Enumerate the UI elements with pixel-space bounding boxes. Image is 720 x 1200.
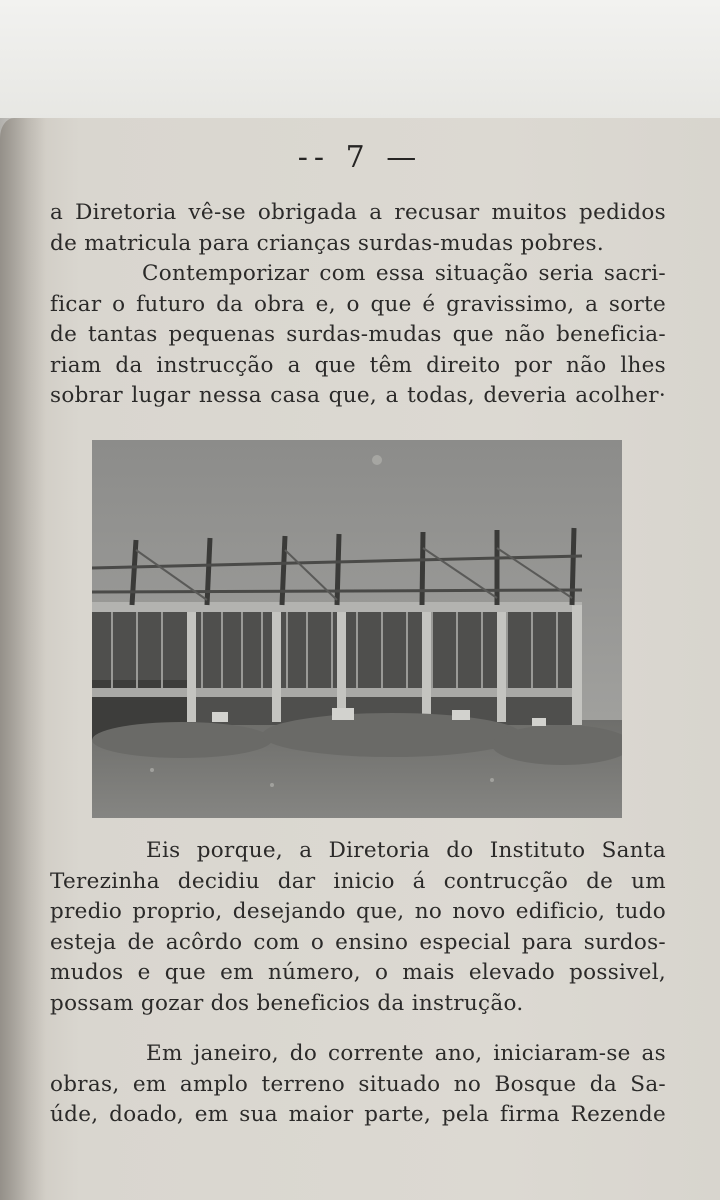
text-line: a Diretoria vê-se obrigada a recusar muitos pedidos <box>50 200 666 225</box>
text-line: possam gozar dos beneficios da instrução. <box>50 990 524 1016</box>
text-line: mudos e que em número, o mais elevado possivel, <box>50 960 666 985</box>
text-line: predio proprio, desejando que, no novo edificio, tudo <box>50 899 666 924</box>
construction-illustration <box>92 440 622 818</box>
text-line: úde, doado, em sua maior parte, pela firma Rezende <box>50 1102 666 1127</box>
text-line: Terezinha decidiu dar inicio á contrucção de um <box>50 868 666 894</box>
text-line: ficar o futuro da obra e, o que é gravissimo, a sorte <box>50 291 666 317</box>
text-line: Contemporizar com essa situação seria sacri- <box>142 261 666 286</box>
text-line: Eis porque, a Diretoria do Instituto Santa <box>146 838 666 863</box>
paragraph-1 <box>50 198 666 259</box>
paragraph-2 <box>50 259 666 412</box>
paragraph-3 <box>50 836 666 1019</box>
book-page <box>0 118 720 1200</box>
page-spine-shadow <box>0 118 46 1200</box>
text-line: obras, em amplo terreno situado no Bosque da Sa- <box>50 1071 666 1097</box>
paragraph-4 <box>50 1039 666 1131</box>
text-line: de tantas pequenas surdas-mudas que não beneficia- <box>50 322 666 347</box>
text-line: sobrar lugar nessa casa que, a todas, deveria acolher· <box>50 383 666 408</box>
text-line: esteja de acôrdo com o ensino especial para surdos- <box>50 929 666 955</box>
table-surface <box>0 0 720 130</box>
text-line: Em janeiro, do corrente ano, iniciaram-se as <box>146 1041 666 1066</box>
text-line: de matricula para crianças surdas-mudas pobres. <box>50 230 604 256</box>
page-number: -- 7 — <box>297 140 423 175</box>
building-under-construction-photo <box>92 440 622 818</box>
text-line: riam da instrucção a que têm direito por não lhes <box>50 352 666 378</box>
